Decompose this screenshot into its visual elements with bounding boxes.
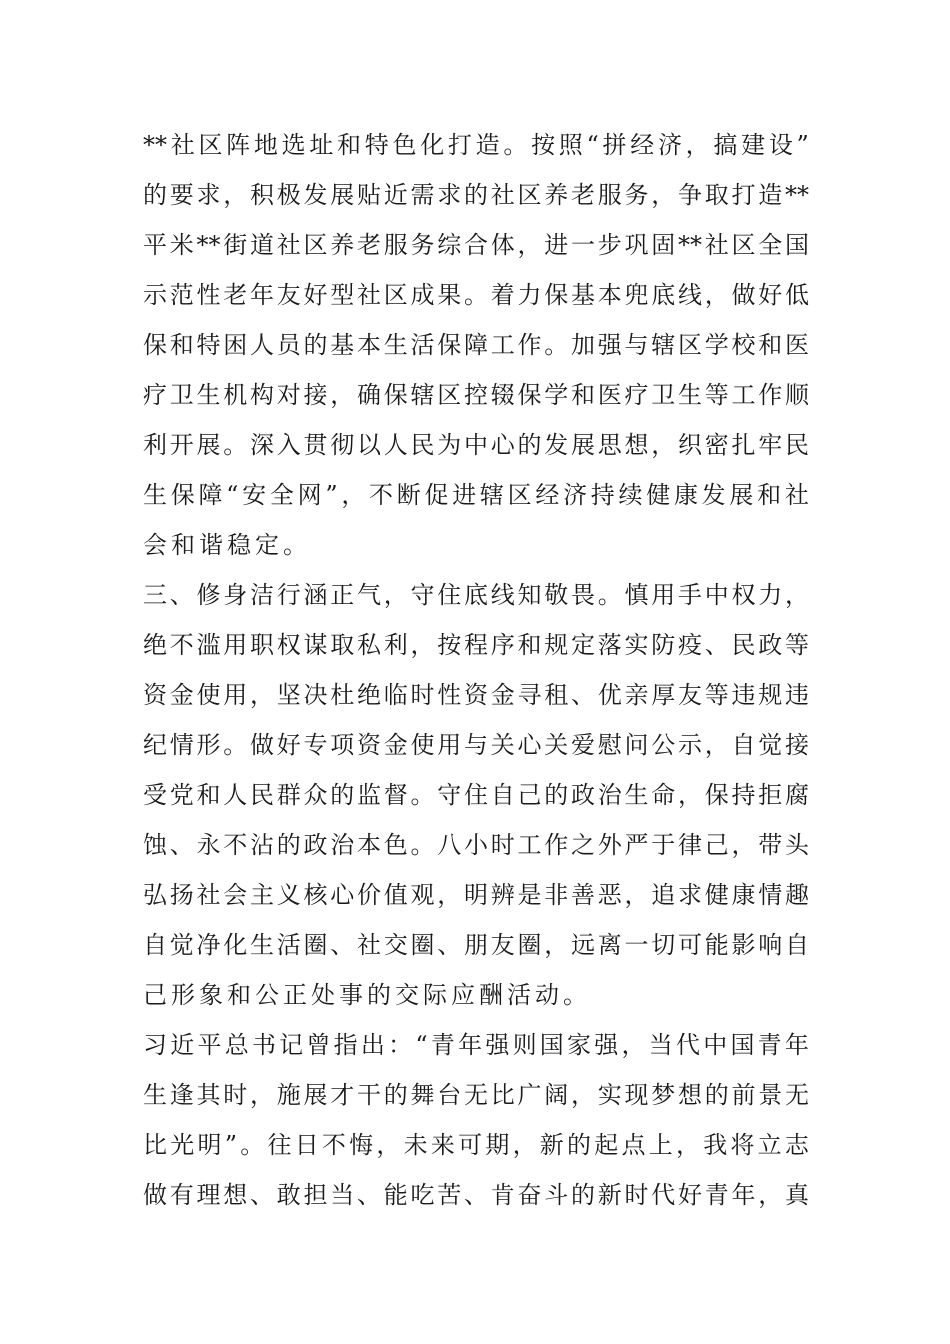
text-line: 生 保 障 “ 安 全 网 ” ， 不 断 促 进 辖 区 经 济 持 续 健 康 发 展 和 社 [143,481,809,509]
text-line: 保 和 特 困 人 员 的 基 本 生 活 保 障 工 作 。 加 强 与 辖 区 学 校 和 医 [143,331,809,359]
text-line: 弘 扬 社 会 主 义 核 心 价 值 观 ， 明 辨 是 非 善 恶 ， 追 求 健 康 情 趣 [143,881,809,909]
text-line: 做 有 理 想 、 敢 担 当 、 能 吃 苦 、 肯 奋 斗 的 新 时 代 好 青 年 ， 真 [143,1181,809,1209]
paragraph-1 [143,120,809,570]
text-line: 资 金 使 用 ， 坚 决 杜 绝 临 时 性 资 金 寻 租 、 优 亲 厚 友 等 违 规 违 [143,681,809,709]
text-line: 三 、 修 身 洁 行 涵 正 气 ， 守 住 底 线 知 敬 畏 。 慎 用 手 中 权 力 ， [143,581,809,609]
text-line: ** 社 区 阵 地 选 址 和 特 色 化 打 造 。 按 照 “ 拼 经 济 ， 搞 建 设 ” [143,131,809,159]
text-line: 习 近 平 总 书 记 曾 指 出 ： “ 青 年 强 则 国 家 强 ， 当 代 中 国 青 年 [143,1031,809,1059]
text-line: 蚀 、 永 不 沾 的 政 治 本 色 。 八 小 时 工 作 之 外 严 于 律 己 ， 带 头 [143,831,809,859]
paragraph-2 [143,570,809,1020]
paragraph-3 [143,1020,809,1220]
text-line: 己形象和公正处事的交际应酬活动。 [143,981,591,1009]
text-line: 利 开 展 。 深 入 贯 彻 以 人 民 为 中 心 的 发 展 思 想 ， 织 密 扎 牢 民 [143,431,809,459]
text-line: 生 逢 其 时 ， 施 展 才 干 的 舞 台 无 比 广 阔 ， 实 现 梦 想 的 前 景 无 [143,1081,809,1109]
text-line: 的 要 求 ， 积 极 发 展 贴 近 需 求 的 社 区 养 老 服 务 ， 争 取 打 造 ** [143,181,809,209]
text-line: 平 米 ** 街 道 社 区 养 老 服 务 综 合 体 ， 进 一 步 巩 固 ** 社 区 全 国 [143,231,809,259]
text-line: 疗 卫 生 机 构 对 接 ， 确 保 辖 区 控 辍 保 学 和 医 疗 卫 生 等 工 作 顺 [143,381,809,409]
text-line: 会和谐稳定。 [143,531,311,559]
text-line: 比 光 明 ” 。 往 日 不 悔 ， 未 来 可 期 ， 新 的 起 点 上 ， 我 将 立 志 [143,1131,809,1159]
text-line: 绝 不 滥 用 职 权 谋 取 私 利 ， 按 程 序 和 规 定 落 实 防 疫 、 民 政 等 [143,631,809,659]
document-body [143,120,809,1220]
text-line: 纪 情 形 。 做 好 专 项 资 金 使 用 与 关 心 关 爱 慰 问 公 示 ， 自 觉 接 [143,731,809,759]
text-line: 自 觉 净 化 生 活 圈 、 社 交 圈 、 朋 友 圈 ， 远 离 一 切 可 能 影 响 自 [143,931,809,959]
text-line: 示 范 性 老 年 友 好 型 社 区 成 果 。 着 力 保 基 本 兜 底 线 ， 做 好 低 [143,281,809,309]
text-line: 受 党 和 人 民 群 众 的 监 督 。 守 住 自 己 的 政 治 生 命 ， 保 持 拒 腐 [143,781,809,809]
